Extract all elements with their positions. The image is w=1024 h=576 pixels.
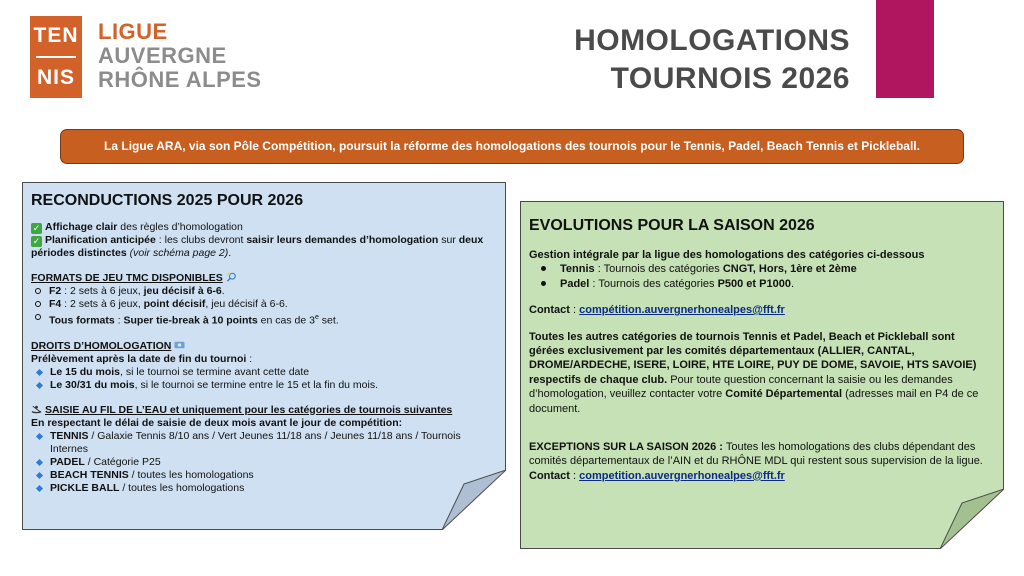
bullet-dot-icon: [541, 266, 546, 271]
rowing-icon: [31, 404, 42, 414]
bullet-diamond-icon: [36, 432, 43, 439]
gestion-item-tennis: Tennis : Tournois des catégories CNGT, Hors, 1ère et 2ème: [529, 262, 993, 276]
evolutions-heading: EVOLUTIONS POUR LA SAISON 2026: [529, 217, 815, 234]
page-curl-icon: [940, 489, 1004, 549]
tennis-logo: [30, 16, 82, 98]
bullet-circle-icon: [35, 301, 41, 307]
rights-heading: DROITS D’HOMOLOGATION: [31, 340, 497, 353]
bullet-diamond-icon: [36, 484, 43, 491]
page-title-line2: TOURNOIS 2026: [610, 62, 850, 95]
evolutions-note: [520, 201, 1004, 549]
gestion-text: Gestion intégrale par la ligue des homologations des catégories ci-dessous: [529, 249, 925, 261]
gestion-item-padel: Padel : Tournois des catégories P500 et P1000.: [529, 277, 993, 291]
page-title: [574, 22, 850, 98]
contact-email-link[interactable]: compétition.auvergnerhonealpes@fft.fr: [579, 304, 785, 317]
rights-subheading: Prélèvement après la date de fin du tournoi :: [31, 352, 253, 365]
bullet-circle-icon: [35, 288, 41, 294]
saisie-item-padel: PADEL / Catégorie P25: [31, 456, 497, 469]
format-item-f4: F4 : 2 sets à 6 jeux, point décisif, jeu décisif à 6-6.: [31, 298, 497, 311]
bullet-diamond-icon: [36, 458, 43, 465]
exceptions-paragraph: EXCEPTIONS SUR LA SAISON 2026 : Toutes les homologations des clubs dépendant des comités départementaux de l’AIN et du RHÔNE MDL qui restent sous supervision de la ligue. Contact : competition.auvergnerhonealpes@fft.fr: [529, 441, 983, 482]
others-paragraph: Toutes les autres catégories de tournois Tennis et Padel, Beach et Pickleball sont gérées exclusivement par les comités départementaux (ALLIER, CANTAL, DROME/ARDECHE, ISERE, LOIRE, HTE LOIRE, PUY DE DOME, SAVOIE, HTS SAVOIE) respectifs de chaque club. Pour toute question concernant la saisie ou les demandes d’homologation, veuillez contacter votre Comité Départemental (adresses mail en P4 de ce document.: [529, 330, 979, 415]
intro-banner: La Ligue ARA, via son Pôle Compétition, poursuit la réforme des homologations des tournois pour le Tennis, Padel, Beach Tennis et Pickleball.: [60, 129, 964, 164]
reconductions-content: [31, 191, 497, 495]
saisie-item-tennis: TENNIS / Galaxie Tennis 8/10 ans / Vert Jeunes 11/18 ans / Jeunes 11/18 ans / Tournois Internes: [31, 430, 497, 456]
tennis-racket-icon: [226, 272, 237, 282]
logo-divider: [36, 56, 76, 58]
contact-line: Contact : compétition.auvergnerhonealpes@fft.fr: [529, 304, 785, 317]
saisie-item-pickle: PICKLE BALL / toutes les homologations: [31, 482, 497, 495]
check-item-planification: ✓ Planification anticipée : les clubs devront saisir leurs demandes d’homologation sur deux périodes distinctes (voir schéma page 2).: [31, 234, 484, 259]
reconductions-note: [22, 182, 506, 530]
saisie-heading: SAISIE AU FIL DE L’EAU et uniquement pour les catégories de tournois suivantes: [31, 404, 497, 417]
rights-item-30: Le 30/31 du mois, si le tournoi se termine entre le 15 et la fin du mois.: [31, 379, 497, 392]
bullet-diamond-icon: [36, 381, 43, 388]
check-item-affichage: ✓ Affichage clair des règles d’homologation: [32, 221, 243, 233]
rights-item-15: Le 15 du mois, si le tournoi se termine avant cette date: [31, 366, 497, 379]
league-name-line3: RHÔNE ALPES: [98, 67, 262, 92]
league-name-line1: LIGUE: [98, 19, 168, 44]
evolutions-content: [529, 210, 993, 483]
page-curl-icon: [442, 470, 506, 530]
bullet-circle-icon: [35, 314, 41, 320]
bullet-dot-icon: [541, 281, 546, 286]
logo-ten: TEN: [33, 24, 79, 47]
bullet-diamond-icon: [36, 471, 43, 478]
saisie-subheading: En respectant le délai de saisie de deux mois avant le jour de compétition:: [31, 416, 403, 429]
bullet-diamond-icon: [36, 368, 43, 375]
logo-nis: NIS: [36, 66, 75, 89]
exceptions-email-link[interactable]: competition.auvergnerhonealpes@fft.fr: [579, 469, 785, 482]
formats-heading: FORMATS DE JEU TMC DISPONIBLES: [31, 272, 497, 285]
check-icon: ✓: [32, 236, 41, 246]
reconductions-heading: RECONDUCTIONS 2025 POUR 2026: [31, 192, 304, 209]
check-icon: ✓: [32, 223, 41, 233]
saisie-item-beach: BEACH TENNIS / toutes les homologations: [31, 469, 497, 482]
accent-block: [876, 0, 934, 98]
page-title-line1: HOMOLOGATIONS: [574, 24, 850, 57]
format-item-all: Tous formats : Super tie-break à 10 points en cas de 3e set.: [31, 311, 497, 328]
league-name: [98, 20, 262, 92]
format-item-f2: F2 : 2 sets à 6 jeux, jeu décisif à 6-6.: [31, 285, 497, 298]
money-icon: [174, 340, 185, 350]
league-name-line2: AUVERGNE: [98, 43, 227, 68]
